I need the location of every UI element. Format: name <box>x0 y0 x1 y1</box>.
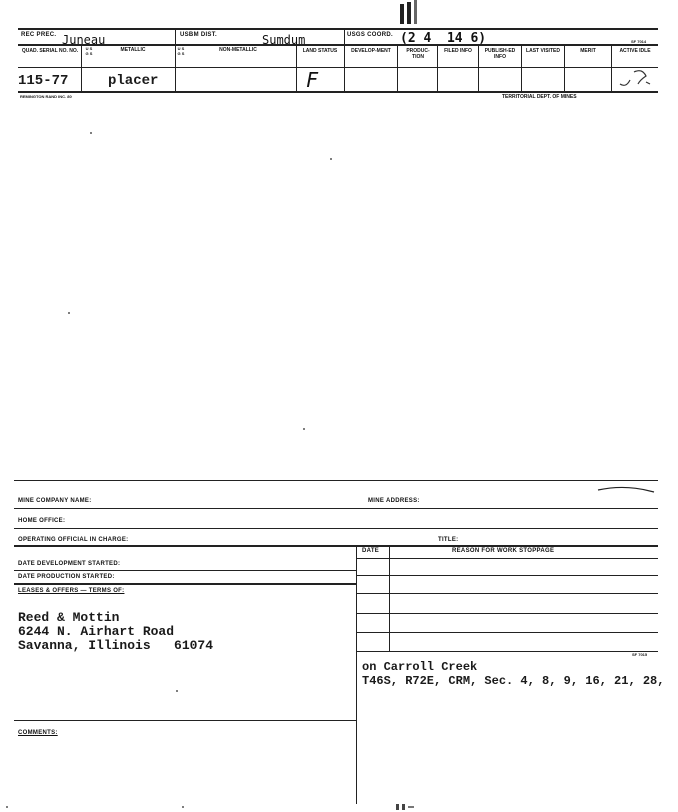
rec-prec-value: Juneau <box>62 33 106 47</box>
col-nonmetallic: NON-METALLIC <box>219 47 257 53</box>
col-metallic: METALLIC <box>120 47 146 53</box>
handwritten-mark <box>616 66 656 90</box>
col-usgs-metallic: U S G S <box>85 46 93 56</box>
stoppage-reason-header: REASON FOR WORK STOPPAGE <box>452 548 555 554</box>
col-land-status: LAND STATUS <box>302 48 338 54</box>
stoppage-date-header: DATE <box>362 548 380 554</box>
col-quad-serial: QUAD. SERIAL NO. NO. <box>21 48 79 54</box>
col-published-info: PUBLISH-ED INFO <box>484 48 516 60</box>
location-line2: T46S, R72E, CRM, Sec. 4, 8, 9, 16, 21, 28, <box>362 674 665 688</box>
punch-marks <box>400 0 424 24</box>
col-filed-info: FILED INFO <box>444 48 472 54</box>
punch-marks-bottom <box>396 804 416 810</box>
usbm-dist-value: Sumdum <box>262 33 306 47</box>
footer-right: TERRITORIAL DEPT. OF MINES <box>502 94 577 100</box>
metallic-value: placer <box>108 73 159 89</box>
mine-address-label: MINE ADDRESS: <box>368 498 420 504</box>
top-card <box>0 0 678 110</box>
form-number-top: SF 7014 <box>631 39 647 44</box>
scan-speck <box>90 132 92 134</box>
scan-speck <box>68 312 70 314</box>
home-office-label: HOME OFFICE: <box>18 518 66 524</box>
usgs-coord-value: (2 4 14 6) <box>400 31 487 46</box>
date-production-label: DATE PRODUCTION STARTED: <box>18 574 115 580</box>
lease-holder-line2: 6244 N. Airhart Road <box>18 624 175 639</box>
operating-official-label: OPERATING OFFICIAL IN CHARGE: <box>18 537 129 543</box>
date-development-label: DATE DEVELOPMENT STARTED: <box>18 561 121 567</box>
col-production: PRODUC-TION <box>406 48 430 60</box>
location-line1: on Carroll Creek <box>362 660 478 674</box>
lease-holder-line1: Reed & Mottin <box>18 610 120 625</box>
comments-label: COMMENTS: <box>18 730 58 736</box>
card-curl <box>596 478 656 498</box>
mine-company-name-label: MINE COMPANY NAME: <box>18 498 92 504</box>
title-label: TITLE: <box>438 537 459 543</box>
col-usgs-nonmetallic: U S G S <box>177 46 185 56</box>
bottom-card <box>0 478 678 812</box>
serial-value: 115-77 <box>18 73 69 89</box>
lease-holder-line3: Savanna, Illinois 61074 <box>18 638 214 653</box>
scan-speck <box>303 428 305 430</box>
land-status-value: F <box>306 68 319 92</box>
col-last-visited: LAST VISITED <box>526 48 560 54</box>
col-development: DEVELOP-MENT <box>351 48 391 54</box>
rec-prec-label: REC PREC. <box>21 32 57 38</box>
leases-label: LEASES & OFFERS — TERMS OF: <box>18 588 125 594</box>
footer-left: REMINGTON RAND INC. 80 <box>20 94 72 99</box>
usbm-dist-label: USBM DIST. <box>180 32 218 38</box>
col-merit: MERIT <box>580 48 596 54</box>
usgs-coord-label: USGS COORD. <box>347 32 393 38</box>
scan-speck <box>330 158 332 160</box>
form-number-bottom: SF 7015 <box>632 652 648 657</box>
col-active-idle: ACTIVE IDLE <box>619 48 651 54</box>
